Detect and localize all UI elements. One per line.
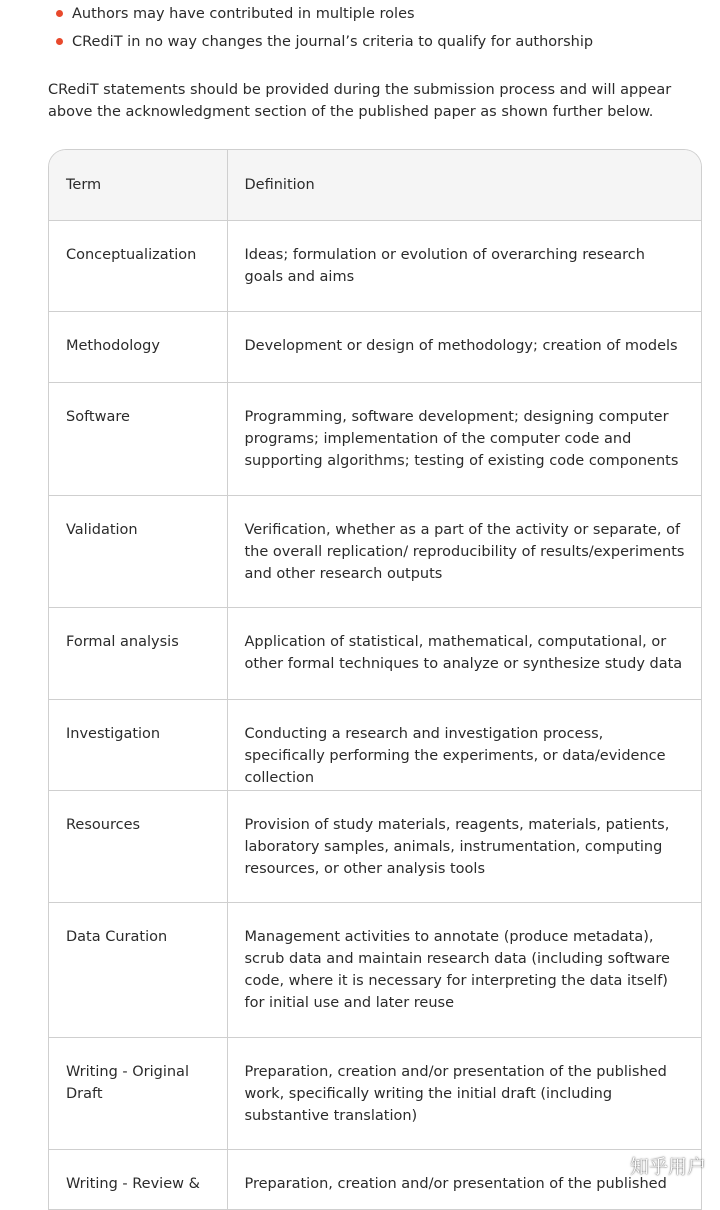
- definition-cell: Preparation, creation and/or presentation of the published work, specifically writing the initial draft (including substantive translation): [227, 1037, 701, 1149]
- bullet-text: CRediT in no way changes the journal’s criteria to qualify for authorship: [72, 34, 594, 50]
- definition-cell: Provision of study materials, reagents, materials, patients, laboratory samples, animals, instrumentation, computing resources, or other analysis tools: [227, 790, 701, 902]
- definition-cell: Ideas; formulation or evolution of overarching research goals and aims: [227, 220, 701, 311]
- credit-paragraph: CRediT statements should be provided during the submission process and will appear above the acknowledgment section of the published paper as shown further below.: [48, 82, 672, 120]
- table-row: [49, 699, 701, 790]
- definition-cell: Verification, whether as a part of the activity or separate, of the overall replication/ reproducibility of results/experiments and other research outputs: [227, 495, 701, 607]
- term-cell: Methodology: [49, 311, 227, 382]
- term-cell: Formal analysis: [49, 607, 227, 699]
- table-row: [49, 382, 701, 495]
- table-row: [49, 311, 701, 382]
- watermark: 知乎用户: [629, 1156, 706, 1178]
- term-cell: Investigation: [49, 699, 227, 790]
- term-cell: Writing - Original Draft: [49, 1037, 227, 1149]
- header-definition: Definition: [227, 150, 701, 220]
- bullet-list: [48, 0, 708, 56]
- header-term: Term: [49, 150, 227, 220]
- term-cell: Validation: [49, 495, 227, 607]
- table-row: [49, 220, 701, 311]
- definition-cell: Application of statistical, mathematical, computational, or other formal techniques to analyze or synthesize study data: [227, 607, 701, 699]
- table-row: [49, 607, 701, 699]
- credit-table: [48, 149, 702, 1210]
- bullet-item: [48, 28, 708, 56]
- table-row: [49, 902, 701, 1037]
- definition-cell: Preparation, creation and/or presentation of the published: [227, 1149, 701, 1209]
- bullet-text: Authors may have contributed in multiple roles: [72, 6, 415, 22]
- table-row: [49, 495, 701, 607]
- definition-cell: Conducting a research and investigation process, specifically performing the experiments, or data/evidence collection: [227, 699, 701, 790]
- table-row: [49, 1149, 701, 1209]
- table-row: [49, 1037, 701, 1149]
- definition-cell: Management activities to annotate (produce metadata), scrub data and maintain research data (including software code, where it is necessary for interpreting the data itself) for initial use and later reuse: [227, 902, 701, 1037]
- term-cell: Writing - Review &: [49, 1149, 227, 1209]
- term-cell: Data Curation: [49, 902, 227, 1037]
- definition-cell: Programming, software development; designing computer programs; implementation of the computer code and supporting algorithms; testing of existing code components: [227, 382, 701, 495]
- term-cell: Resources: [49, 790, 227, 902]
- term-cell: Software: [49, 382, 227, 495]
- bullet-dot-icon: [56, 38, 63, 45]
- bullet-item: [48, 0, 708, 28]
- bullet-dot-icon: [56, 10, 63, 17]
- table-header-row: [49, 150, 701, 220]
- table-row: [49, 790, 701, 902]
- term-cell: Conceptualization: [49, 220, 227, 311]
- definition-cell: Development or design of methodology; creation of models: [227, 311, 701, 382]
